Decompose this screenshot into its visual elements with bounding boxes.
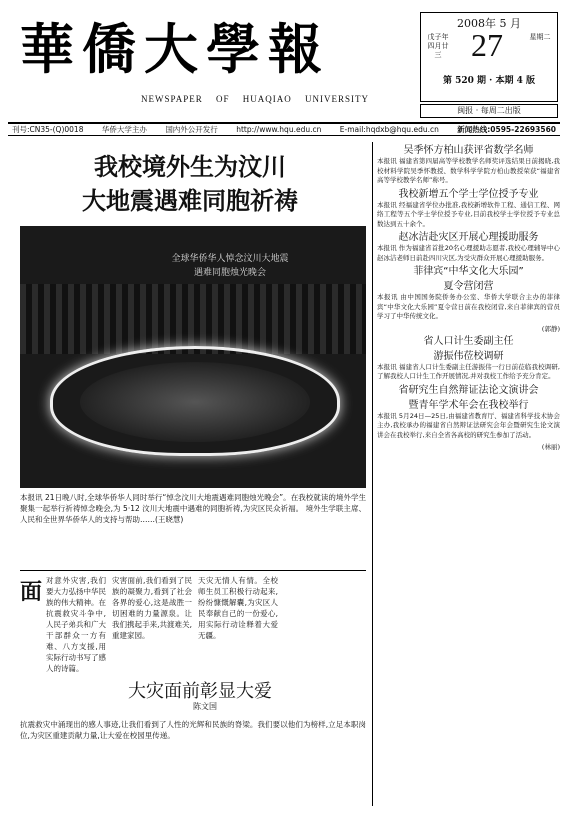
date-weekday: 星期二 xyxy=(529,33,551,41)
article-col-4: 抗震救灾中涌现出的感人事迹,让我们看到了人性的光辉和民族的脊梁。我们要以他们为榜样,立足本职岗位,为灾区重建贡献力量,让大爱在校园里传递。 xyxy=(20,720,366,740)
news-4-subtitle: 夏令营闭营 xyxy=(443,281,494,292)
website-link[interactable]: http://www.hqu.edu.cn xyxy=(236,125,322,134)
sub-article-author: 陈文国 xyxy=(193,702,217,711)
publication-code: 刊号:CN35-(Q)0018 xyxy=(12,125,84,134)
news-2-body: 本报讯 经福建省学位办批准,我校新增软件工程、通信工程、网络工程等五个学士学位授予专业,目前我校学士学位授予专业总数达到五十余个。 xyxy=(377,200,560,228)
email-link[interactable]: E-mail:hqdxb@hqu.edu.cn xyxy=(339,125,439,134)
info-line xyxy=(8,122,560,136)
masthead-english: NEWSPAPER OF HUAQIAO UNIVERSITY xyxy=(141,94,369,104)
issue-number: 第 520 期 · 本期 4 版 xyxy=(443,76,535,86)
news-5-title: 省人口计生委副主任 xyxy=(423,335,514,347)
photo-banner xyxy=(130,252,330,280)
news-5-body: 本报讯 福建省人口计生委副主任游振伟一行日前莅临我校调研,了解我校人口计生工作开展情况,并对我校工作给予充分肯定。 xyxy=(377,362,560,380)
article-col-2: 灾害面前,我们看到了民族的凝聚力,看到了社会各界的爱心,这是战胜一切困难的力量源泉。让我们携起手来,共渡难关,重建家园。 xyxy=(112,576,192,640)
date-lunar: 戊子年 四月廿三 xyxy=(427,33,449,59)
headline-line-1: 我校境外生为汶川 xyxy=(94,153,286,181)
news-3-title: 赵冰洁赴灾区开展心理援助服务 xyxy=(398,232,539,243)
date-year-month: 2008年 5 月 xyxy=(457,17,521,30)
news-1-body: 本报讯 福建省第四届高等学校教学名师奖评选结果日前揭晓,我校材料学院吴季怀教授、数学科学学院方柏山教授荣获“福建省高等学校教学名师”称号。 xyxy=(377,157,560,184)
news-5-subtitle: 游振伟莅校调研 xyxy=(433,350,504,362)
news-6-title: 省研究生自然辩证法论文演讲会 xyxy=(398,384,539,396)
vigil-photo xyxy=(20,226,366,488)
news-4-note: (郭静) xyxy=(541,324,560,333)
news-2-title: 我校新增五个学士学位授予专业 xyxy=(398,188,539,200)
news-1-title: 吴季怀方柏山获评省数学名师 xyxy=(403,145,534,156)
main-headline xyxy=(20,150,360,218)
sponsor: 华侨大学主办 xyxy=(101,125,147,134)
news-3-body: 本报讯 作为福建省首批20名心理援助志愿者,我校心理辅导中心赵冰洁老师日前赴四川灾区,为受灾群众开展心理援助服务。 xyxy=(377,244,560,262)
edition-info: 闽报 · 每周二出版 xyxy=(420,104,558,118)
news-hotline: 新闻热线:0595-22693560 xyxy=(457,125,556,134)
date-day: 27 xyxy=(471,27,503,63)
photo-banner-line-1: 全球华侨华人悼念汶川大地震 xyxy=(171,254,289,264)
article-dropcap: 面 xyxy=(20,579,43,605)
headline-line-2: 大地震遇难同胞祈祷 xyxy=(82,187,298,215)
news-4-title: 菲律宾“中华文化大乐园” xyxy=(413,266,524,277)
news-6-body: 本报讯 5月24日—25日,由福建省教育厅、福建省科学技术协会主办,我校承办的福建省自然辩证法研究会年会暨研究生论文演讲会在我校举行,来自全省各高校的研究生参加了活动。 xyxy=(377,411,560,439)
sub-article-title: 大灾面前彰显大爱 xyxy=(128,681,272,702)
distribution: 国内外公开发行 xyxy=(165,125,218,134)
news-6-subtitle: 暨青年学术年会在我校举行 xyxy=(408,399,529,411)
article-col-3: 天灾无情人有情。全校师生员工积极行动起来,纷纷慷慨解囊,为灾区人民奉献自己的一份爱心,用实际行动诠释着大爱无疆。 xyxy=(198,576,278,640)
news-6-note: (林丽) xyxy=(541,443,560,451)
masthead-title: 華僑大學報 xyxy=(20,17,330,81)
candle-heart-shape xyxy=(50,346,340,456)
photo-banner-line-2: 遇难同胞烛光晚会 xyxy=(193,268,266,278)
photo-caption: 本报讯 21日晚八时,全球华侨华人同时举行“悼念汶川大地震遇难同胞烛光晚会”。在我校就读的境外学生聚集一起举行祈祷悼念晚会,为 5·12 汶川大地震中遇难的同胞祈祷,为灾区民众祈福。 境外生学联主席、人民和全世界华侨华人的支持与帮助……(王晓慧) xyxy=(20,493,366,524)
right-news-column xyxy=(372,142,560,806)
news-4-body: 本报讯 由中国国务院侨务办公室、华侨大学联合主办的菲律宾“中华文化大乐园”夏令营日前在我校闭营,来自菲律宾的营员学习了中华传统文化。 xyxy=(377,293,560,320)
date-box xyxy=(420,12,558,102)
article-col-1: 对意外灾害,我们要大力弘扬中华民族的伟大精神。在抗震救灾斗争中,人民子弟兵和广大干部群众一方有难、八方支援,用实际行动书写了感人的诗篇。 xyxy=(46,576,106,673)
article-columns xyxy=(20,570,366,806)
crowd-silhouette xyxy=(20,284,366,354)
